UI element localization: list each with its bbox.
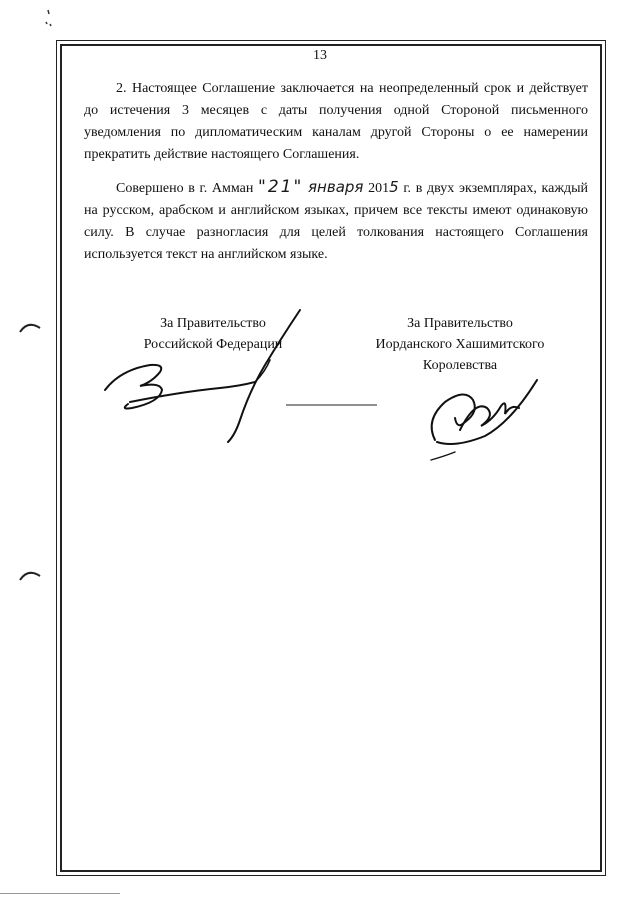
signatory-jordan-line-1: За Правительство	[407, 316, 513, 331]
done-at-text: Совершено в г. Амман	[116, 181, 259, 196]
punch-mark-upper	[18, 318, 42, 336]
punch-mark-lower	[18, 566, 42, 584]
scan-mark-top	[40, 6, 60, 42]
paragraph-termination	[84, 78, 588, 166]
page-number: 13	[313, 48, 327, 63]
signatory-jordan-line-2: Иорданского Хашимитского	[375, 337, 545, 352]
handwritten-year-digit: 5	[389, 178, 399, 196]
signature-russia	[90, 290, 390, 460]
done-at-rest-text: г. в двух экземплярах, каждый на русском, арабском и английском языках, причем все тексты имеют одинаковую силу. В случае разногласия для целей толкования настоящего Соглашения используется текст на английском языке.	[84, 181, 589, 262]
paragraph-termination-text: 2. Настоящее Соглашение заключается на неопределенный срок и действует до истечения 3 месяцев с даты получения одной Стороной письменного уведомления по дипломатическим каналам другой Стороны о ее намерении прекратить действие настоящего Соглашения.	[84, 81, 588, 162]
paragraph-done-at	[84, 176, 588, 266]
signatory-jordan-line-3: Королевства	[422, 358, 498, 373]
bottom-edge-line	[0, 893, 120, 894]
signature-jordan	[415, 360, 555, 470]
handwritten-day: "21"	[258, 177, 304, 197]
signatory-russia-line-2: Российской Федерации	[143, 337, 283, 352]
signatory-russia-line-1: За Правительство	[160, 316, 266, 331]
year-printed: 201	[363, 181, 390, 196]
handwritten-month: января	[308, 178, 364, 196]
